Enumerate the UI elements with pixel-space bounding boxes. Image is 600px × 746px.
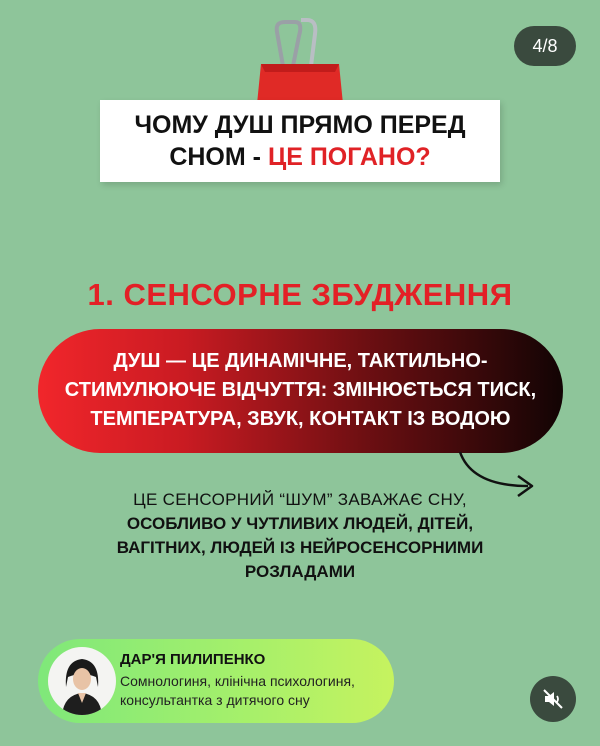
avatar bbox=[48, 647, 116, 715]
title-line-2-accent: ЦЕ ПОГАНО? bbox=[267, 143, 431, 171]
pill-line-2: СТИМУЛЮЮЧЕ ВІДЧУТТЯ: ЗМІНЮЄТЬСЯ ТИСК, bbox=[64, 379, 537, 401]
title-line-2-prefix: СНОМ - bbox=[169, 143, 268, 171]
page-counter: 4/8 bbox=[514, 26, 576, 66]
body-line-1: ЦЕ СЕНСОРНИЙ “ШУМ” ЗАВАЖАЄ СНУ, bbox=[133, 490, 467, 509]
highlight-pill bbox=[38, 329, 563, 453]
body-line-4: РОЗЛАДАМИ bbox=[244, 562, 356, 581]
person-portrait-icon bbox=[48, 647, 116, 715]
pill-line-1: ДУШ — ЦЕ ДИНАМІЧНЕ, ТАКТИЛЬНО- bbox=[113, 350, 488, 372]
section-heading: 1. СЕНСОРНЕ ЗБУДЖЕННЯ bbox=[87, 277, 513, 312]
author-role-line-1: Сомнологиня, клінічна психологиня, bbox=[120, 673, 355, 689]
title-line-1: ЧОМУ ДУШ ПРЯМО ПЕРЕД bbox=[134, 111, 466, 139]
author-card bbox=[38, 639, 394, 723]
author-role-line-2: консультантка з дитячого сну bbox=[120, 692, 310, 708]
pill-line-3: ТЕМПЕРАТУРА, ЗВУК, КОНТАКТ ІЗ ВОДОЮ bbox=[90, 408, 511, 430]
binder-clip-icon bbox=[255, 14, 345, 108]
title-line-2 bbox=[100, 142, 500, 172]
body-line-3: ВАГІТНИХ, ЛЮДЕЙ ІЗ НЕЙРОСЕНСОРНИМИ bbox=[116, 538, 484, 557]
author-name: ДАР'Я ПИЛИПЕНКО bbox=[120, 651, 266, 668]
title-box bbox=[100, 100, 500, 182]
mute-button[interactable] bbox=[530, 676, 576, 722]
speaker-muted-icon bbox=[541, 687, 565, 711]
body-line-2: ОСОБЛИВО У ЧУТЛИВИХ ЛЮДЕЙ, ДІТЕЙ, bbox=[126, 514, 474, 533]
